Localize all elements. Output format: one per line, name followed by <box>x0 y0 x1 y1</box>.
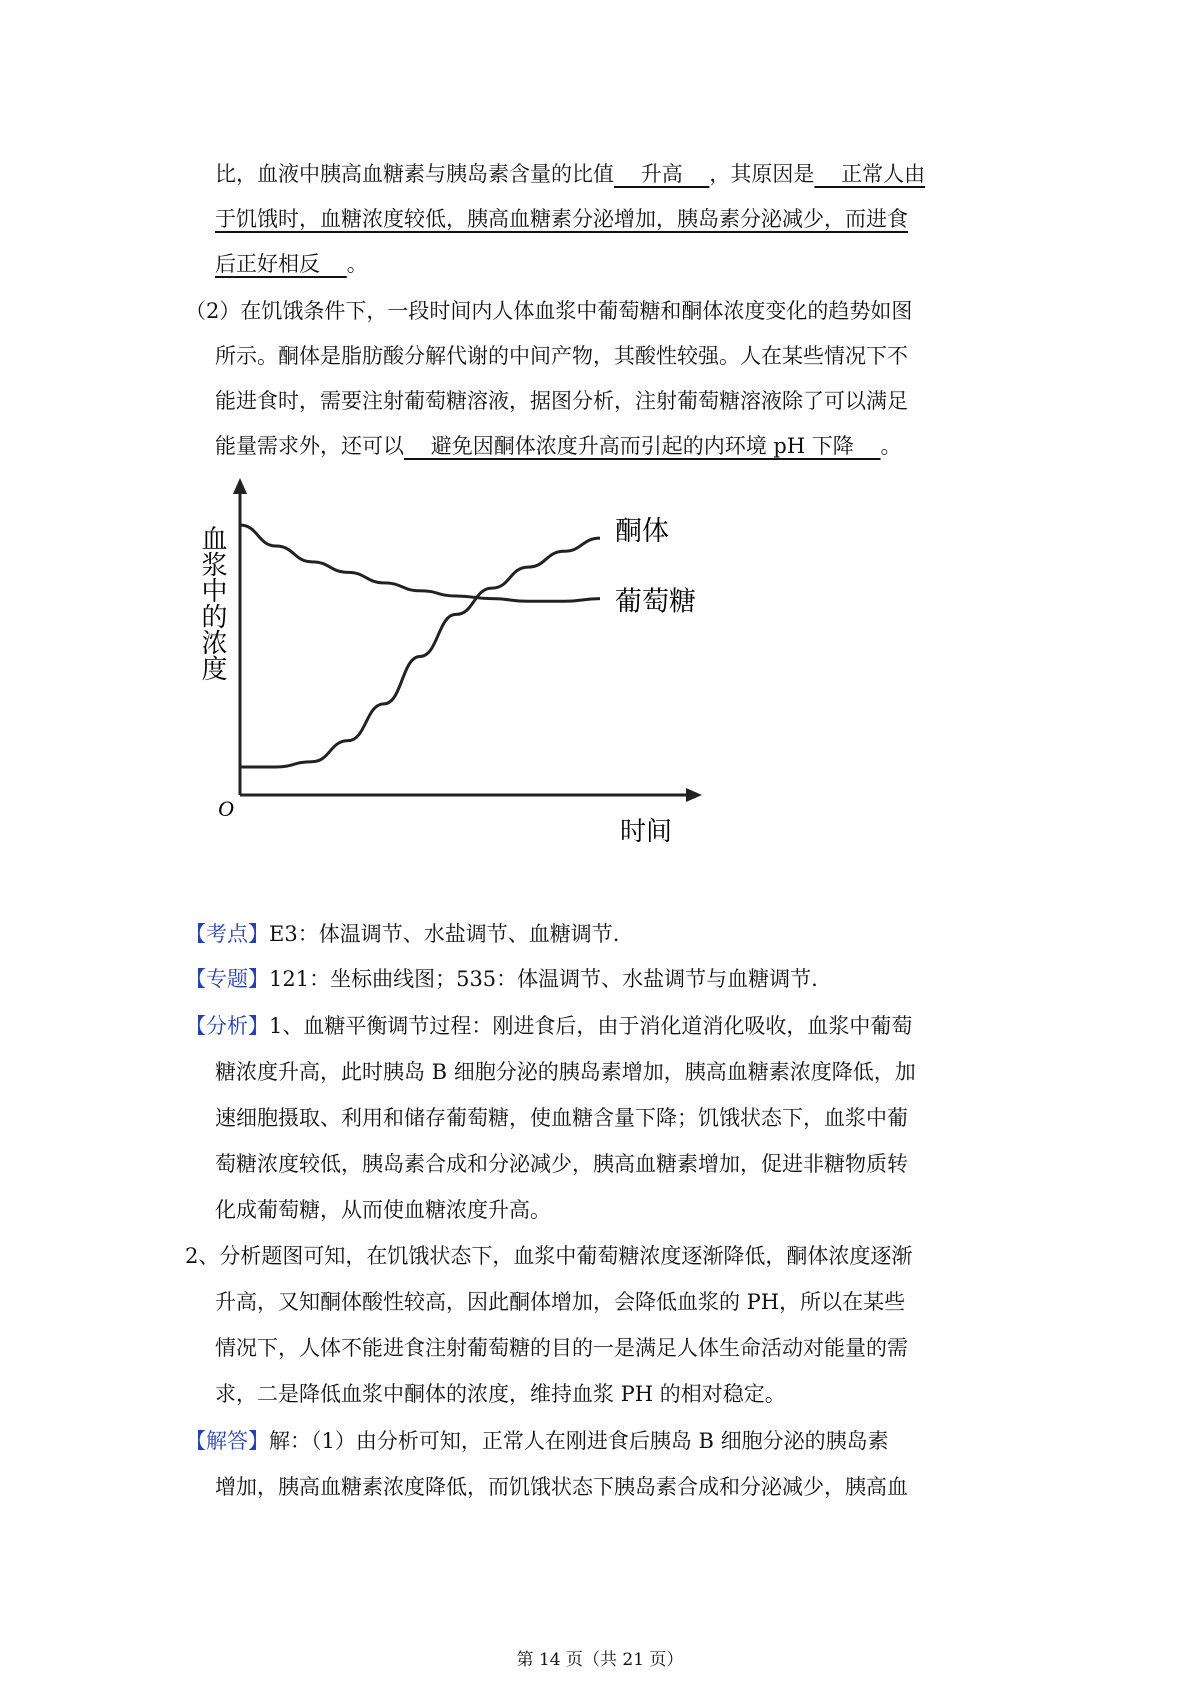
series-label-1: 葡萄糖 <box>615 586 696 618</box>
x-axis-label: 时间 <box>620 817 673 847</box>
y-axis-label: 血浆中的浓度 <box>197 525 227 681</box>
text-line: 能进食时，需要注射葡萄糖溶液，据图分析，注射葡萄糖溶液除了可以满足 <box>215 389 908 413</box>
jieda-tag: 【解答】 <box>185 1429 269 1453</box>
text-line: 升高，又知酮体酸性较高，因此酮体增加，会降低血浆的 PH，所以在某些 <box>215 1290 906 1314</box>
text-line: 萄糖浓度较低，胰岛素合成和分泌减少，胰高血糖素增加，促进非糖物质转 <box>215 1152 908 1176</box>
concentration-graph <box>170 470 730 850</box>
text-line: 情况下，人体不能进食注射葡萄糖的目的一是满足人体生命活动对能量的需 <box>215 1336 908 1360</box>
series-line-1 <box>240 525 600 601</box>
answer-blank: 正常人由 <box>814 162 926 186</box>
text-span: 121：坐标曲线图；535：体温调节、水盐调节与血糖调节. <box>269 967 818 991</box>
text-line <box>215 250 368 278</box>
answer-blank: 后正好相反 <box>215 252 347 276</box>
text-line: 增加，胰高血糖素浓度降低，而饥饿状态下胰岛素合成和分泌减少，胰高血 <box>215 1475 908 1499</box>
fenxi-tag: 【分析】 <box>185 1014 269 1038</box>
text-span: 比，血液中胰高血糖素与胰岛素含量的比值 <box>215 162 614 186</box>
fenxi-line <box>185 1012 912 1040</box>
text-line: 求，二是降低血浆中酮体的浓度，维持血浆 PH 的相对稳定。 <box>215 1382 786 1406</box>
text-line: （2）在饥饿条件下，一段时间内人体血浆中葡萄糖和酮体浓度变化的趋势如图 <box>185 299 913 323</box>
text-span: E3：体温调节、水盐调节、血糖调节. <box>269 922 620 946</box>
answer-blank: 升高 <box>614 162 710 186</box>
series-label-0: 酮体 <box>615 516 669 548</box>
text-line: 所示。酮体是脂肪酸分解代谢的中间产物，其酸性较强。人在某些情况下不 <box>215 344 908 368</box>
text-line <box>215 160 925 188</box>
text-span: ，其原因是 <box>709 162 815 186</box>
jieda-line <box>185 1427 889 1455</box>
page-footer: 第 14 页（共 21 页） <box>516 1650 684 1670</box>
text-line: 糖浓度升高，此时胰岛 B 细胞分泌的胰岛素增加，胰高血糖素浓度降低，加 <box>215 1060 916 1084</box>
answer-line: 于饥饿时，血糖浓度较低，胰高血糖素分泌增加，胰岛素分泌减少，而进食 <box>215 207 908 231</box>
answer-blank: 避免因酮体浓度升高而引起的内环境 pH 下降 <box>404 434 881 458</box>
text-span: 1、血糖平衡调节过程：刚进食后，由于消化道消化吸收，血浆中葡萄 <box>269 1014 913 1038</box>
text-line: 速细胞摄取、利用和储存葡萄糖，使血糖含量下降；饥饿状态下，血浆中葡 <box>215 1106 908 1130</box>
text-span: 。 <box>880 434 902 458</box>
zhuanti-tag: 【专题】 <box>185 967 269 991</box>
text-line <box>215 432 902 460</box>
text-span: 能量需求外，还可以 <box>215 434 404 458</box>
text-line: 化成葡萄糖，从而使血糖浓度升高。 <box>215 1198 551 1222</box>
kaodian-line <box>185 920 619 948</box>
text-span: 。 <box>346 252 368 276</box>
origin-label: O <box>218 796 234 821</box>
text-line: 2、分析题图可知，在饥饿状态下，血浆中葡萄糖浓度逐渐降低，酮体浓度逐渐 <box>185 1244 913 1268</box>
x-axis-arrow <box>686 788 702 802</box>
kaodian-tag: 【考点】 <box>185 922 269 946</box>
series-line-0 <box>240 538 600 767</box>
y-axis-arrow <box>233 478 247 494</box>
zhuanti-line <box>185 965 818 993</box>
text-span: 解：（1）由分析可知，正常人在刚进食后胰岛 B 细胞分泌的胰岛素 <box>269 1429 889 1453</box>
